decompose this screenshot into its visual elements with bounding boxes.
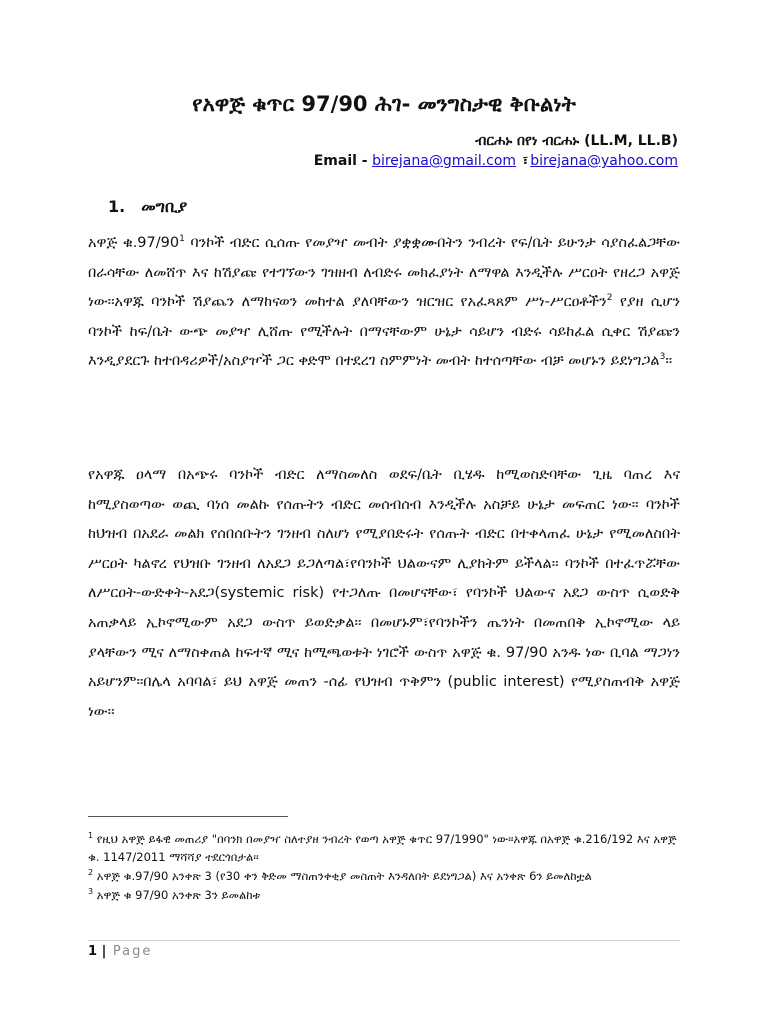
footnote-number: 1 — [88, 831, 94, 841]
intro-paragraph-2: የአዋጁ ዐላማ በአጭሩ ባንኮች ብድር ለማስመለስ ወደፍ/ቤት ቢሄዱ ከሚወስድባቸው ጊዜ ባጠረ እና ከሚያስወጣው ወጪ ባነሰ መልኩ የሰጡትን ብድር መሰብሰብ እንዲችሉ አስቻይ ሁኔታ መፍጠር ነው፡፡ ባንኮች ከህዝብ በአደራ መልክ የሰበሰቡትን ገንዘብ ስለሆነ የሚያበድሩት የሰጡት ብድር በተቀላጠፈ ሁኔታ የሚመለስበት ሥርዐት ካልኖረ የህዝቡ ገንዘብ ለአደጋ ይጋለጣል፣የባንኮች ህልውናም ሊያከትም ይችላል፡፡ ባንኮች በተፈጥሯቸው ለሥርዐት-ውድቀት-አደጋ(systemic risk) የተጋለጡ በመሆናቸው፣ የባንኮች ህልውና አደጋ ውስጥ ሲወድቅ አጠቃላይ ኢኮኖሚውም አደጋ ውስጥ ይወድቃል፡፡ በመሆኑም፣የባንኮችን ጤንነት በመጠበቅ ኢኮኖሚው ላይ ያላቸውን ሚና ለማስቀጠል ከፍተኛ ሚና ከሚጫወቱት ነገሮች ውስጥ አዋጅ ቁ. 97/90 አንዱ ነው ቢባል ማጋነን አይሆንም፡፡በሌላ አባባል፣ ይህ አዋጅ መጠን -ሰፊ የህዝብ ጥቅምን (public interest) የሚያስጠብቅ አዋጅ ነው፡፡ — [88, 467, 680, 720]
footnote-2 — [88, 867, 684, 885]
section-title: መግቢያ — [141, 197, 188, 216]
yahoo-link[interactable]: birejana@yahoo.com — [530, 153, 678, 169]
document-title: የአዋጅ ቁጥር 97/90 ሕገ- መንግስታዊ ቅቡልነት — [192, 92, 576, 116]
email-line — [314, 153, 678, 169]
footnote-text: አዋጅ ቁ 97/90 አንቀጽ 3ን ይመልከቱ — [93, 888, 261, 902]
gmail-link[interactable]: birejana@gmail.com — [372, 153, 517, 169]
footnote-number: 3 — [88, 887, 94, 897]
paragraph-text: አዋጅ ቁ.97/90 — [88, 235, 180, 251]
footnote-1 — [88, 830, 684, 866]
footnote-ref-1[interactable]: 1 — [179, 234, 185, 245]
footnote-text: የዚህ አዋጅ ይፋዊ መጠሪያ "በባንክ በመያዣ ስለተያዘ ንብረት የወጣ አዋጅ ቁጥር 97/1990" ነው፡፡አዋጁ በአዋጅ ቁ.216/192 እና አዋጅ ቁ. 1147/2011 ማሻሻያ ተደርጎበታል፡፡ — [88, 832, 677, 864]
paragraph-text: ፡፡ — [665, 353, 673, 370]
email-separator: ፣ — [522, 153, 529, 169]
email-label: Email - — [313, 153, 368, 169]
footnote-ref-2[interactable]: 2 — [606, 293, 613, 304]
footer-rule — [88, 940, 680, 941]
footnote-3 — [88, 886, 684, 904]
footnote-number: 2 — [88, 868, 94, 878]
paragraph-text: ባንኮች ብድር ሲሰጡ የመያዣ መብት ያቋቋሙበትን ንብረት የፍ/ቤት ይሁንታ ሳያስፈልጋቸው በራሳቸው ለመሸጥ እና ከሽያጩ የተገኘውን ገዝዘብ ለብድሩ መክፈያነት ለማዋል እንዲችሉ ሥርዐት የዘረጋ አዋጅ ነው፡፡አዋጁ ባንኮች ሽያጨን ለማከናወን መከተል ያለባቸውን ዝርዝር የአፈጻጸም ሥነ-ሥርዐቶችን — [88, 235, 680, 311]
page-label: Page — [112, 944, 153, 959]
footnote-ref-3[interactable]: 3 — [659, 352, 666, 363]
footnote-text: አዋጅ ቁ.97/90 አንቀጽ 3 (የ30 ቀን ቅድመ ማስጠንቀቂያ መስጠት እንዳለበት ይደነግጋል) እና አንቀጽ 6ን ይመለከቷል — [93, 869, 592, 883]
paragraph-text: የያዘ ሲሆን ባንኮች ከፍ/ቤት ውጭ መያዣ ሊሸጡ የሚችሉት በማናቸውም ሁኔታ ሳይሆን ብድሩ ሳይከፈል ሲቀር ሽያጩን እንዲያደርጉ ከተበዳሪዎች/አስያዦች ጋር ቀድሞ በተደረገ ስምምነት መብት ከተሰጣቸው ብቻ መሆኑን ይደነግጋል — [88, 294, 680, 370]
footnote-separator — [88, 816, 288, 817]
author-line: ብርሐኑ በየነ ብርሐኑ (LL.M, LL.B) — [475, 133, 678, 149]
section-number: 1. — [108, 197, 126, 216]
page-separator: | — [97, 944, 111, 959]
page-number: 1 — [88, 944, 98, 959]
intro-paragraph-1 — [88, 229, 680, 377]
section-heading — [108, 197, 187, 217]
page-footer — [88, 944, 152, 959]
footnotes — [88, 830, 684, 905]
